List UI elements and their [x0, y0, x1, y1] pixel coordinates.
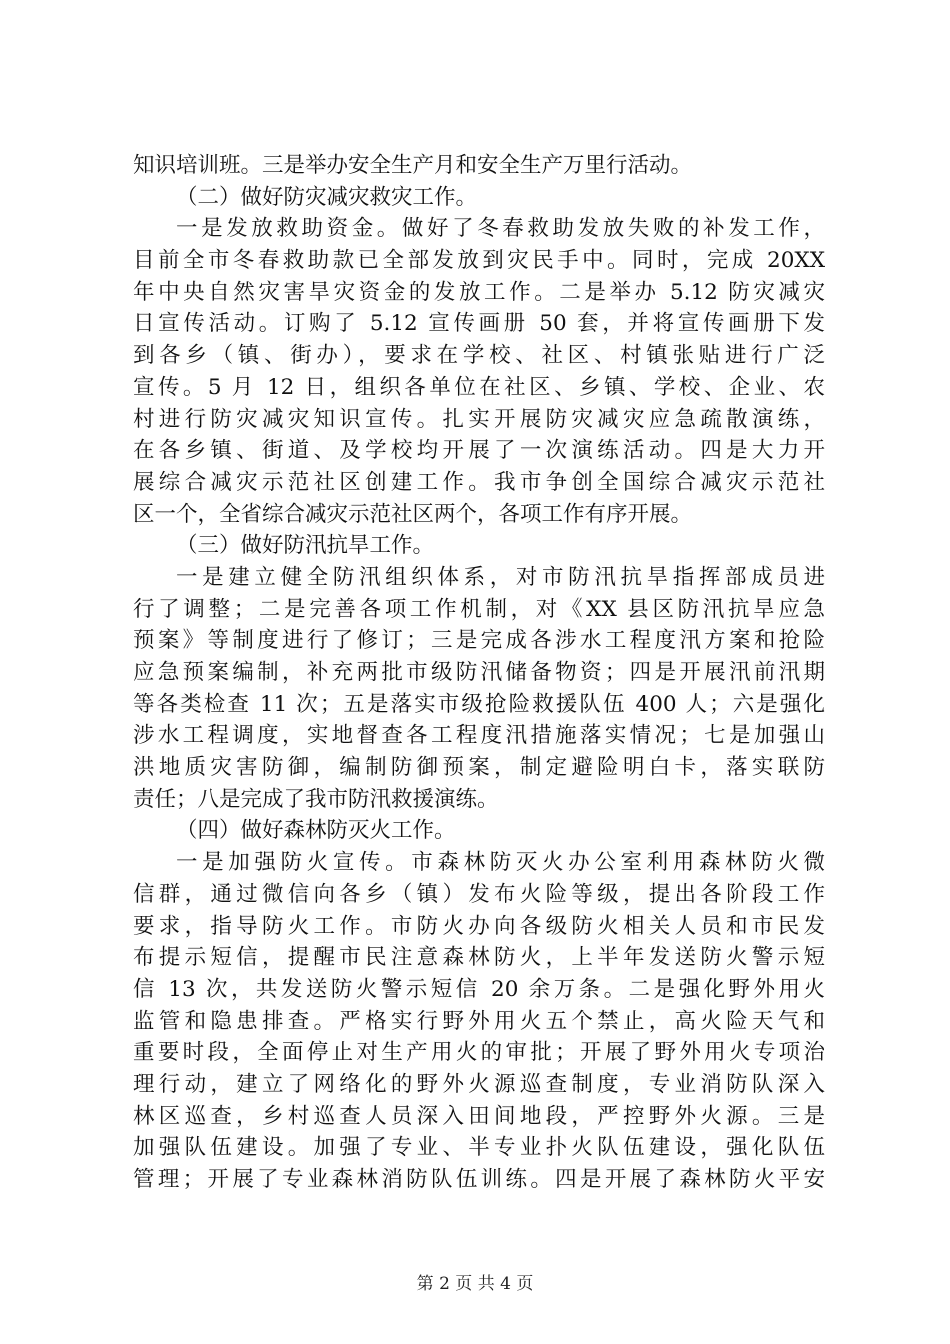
- paragraph-line: 一是发放救助资金。做好了冬春救助发放失败的补发工作，: [176, 216, 825, 242]
- paragraph-line: 管理；开展了专业森林消防队伍训练。四是开展了森林防火平安: [133, 1167, 825, 1192]
- paragraph-line: 行了调整；二是完善各项工作机制，对《XX 县区防汛抗旱应急: [133, 596, 825, 622]
- paragraph-line: 应急预案编制，补充两批市级防汛储备物资；四是开展汛前汛期: [133, 660, 825, 685]
- paragraph-line: 林区巡查，乡村巡查人员深入田间地段，严控野外火源。三是: [133, 1103, 825, 1129]
- paragraph-line: 年中央自然灾害旱灾资金的发放工作。二是举办 5.12 防灾减灾: [133, 279, 825, 305]
- section-heading: （三）做好防汛抗旱工作。: [176, 533, 435, 559]
- paragraph-line: 涉水工程调度，实地督查各工程度汛措施落实情况；七是加强山: [133, 723, 825, 749]
- paragraph-line: 重要时段，全面停止对生产用火的审批；开展了野外用火专项治: [133, 1040, 825, 1066]
- paragraph-line: 一是建立健全防汛组织体系，对市防汛抗旱指挥部成员进: [176, 564, 825, 590]
- section-heading: （四）做好森林防灭火工作。: [176, 818, 456, 844]
- paragraph-line: 日宣传活动。订购了 5.12 宣传画册 50 套，并将宣传画册下发: [133, 311, 825, 337]
- paragraph-line: 预案》等制度进行了修订；三是完成各涉水工程度汛方案和抢险: [133, 628, 825, 654]
- paragraph-line: 在各乡镇、街道、及学校均开展了一次演练活动。四是大力开: [133, 438, 825, 464]
- paragraph-line: 信群，通过微信向各乡（镇）发布火险等级，提出各阶段工作: [133, 881, 825, 907]
- paragraph-line: 区一个，全省综合减灾示范社区两个，各项工作有序开展。: [133, 501, 693, 527]
- paragraph-line: 一是加强防火宣传。市森林防灭火办公室利用森林防火微: [176, 850, 825, 876]
- paragraph-line: 洪地质灾害防御，编制防御预案，制定避险明白卡，落实联防: [133, 755, 825, 781]
- section-heading: （二）做好防灾减灾救灾工作。: [176, 184, 478, 210]
- paragraph-line: 责任；八是完成了我市防汛救援演练。: [133, 786, 499, 812]
- paragraph-line: 监管和隐患排查。严格实行野外用火五个禁止，高火险天气和: [133, 1008, 825, 1034]
- paragraph-line: 宣传。5 月 12 日，组织各单位在社区、乡镇、学校、企业、农: [133, 374, 825, 400]
- paragraph-line: 布提示短信，提醒市民注意森林防火，上半年发送防火警示短: [133, 945, 825, 971]
- paragraph-line: 展综合减灾示范社区创建工作。我市争创全国综合减灾示范社: [133, 469, 825, 495]
- page-number-footer: 第 2 页 共 4 页: [416, 1274, 534, 1294]
- paragraph-line: 加强队伍建设。加强了专业、半专业扑火队伍建设，强化队伍: [133, 1135, 825, 1161]
- paragraph-line: 要求，指导防火工作。市防火办向各级防火相关人员和市民发: [133, 913, 825, 939]
- paragraph-line: 知识培训班。三是举办安全生产月和安全生产万里行活动。: [133, 153, 693, 178]
- paragraph-line: 信 13 次，共发送防火警示短信 20 余万条。二是强化野外用火: [133, 976, 825, 1002]
- paragraph-line: 理行动，建立了网络化的野外火源巡查制度，专业消防队深入: [133, 1071, 825, 1097]
- paragraph-line: 到各乡（镇、街办），要求在学校、社区、村镇张贴进行广泛: [133, 343, 825, 369]
- paragraph-line: 等各类检查 11 次；五是落实市级抢险救援队伍 400 人；六是强化: [133, 691, 825, 717]
- document-body: [133, 150, 825, 1196]
- paragraph-line: 目前全市冬春救助款已全部发放到灾民手中。同时，完成 20XX: [133, 248, 825, 274]
- paragraph-line: 村进行防灾减灾知识宣传。扎实开展防灾减灾应急疏散演练，: [133, 406, 825, 432]
